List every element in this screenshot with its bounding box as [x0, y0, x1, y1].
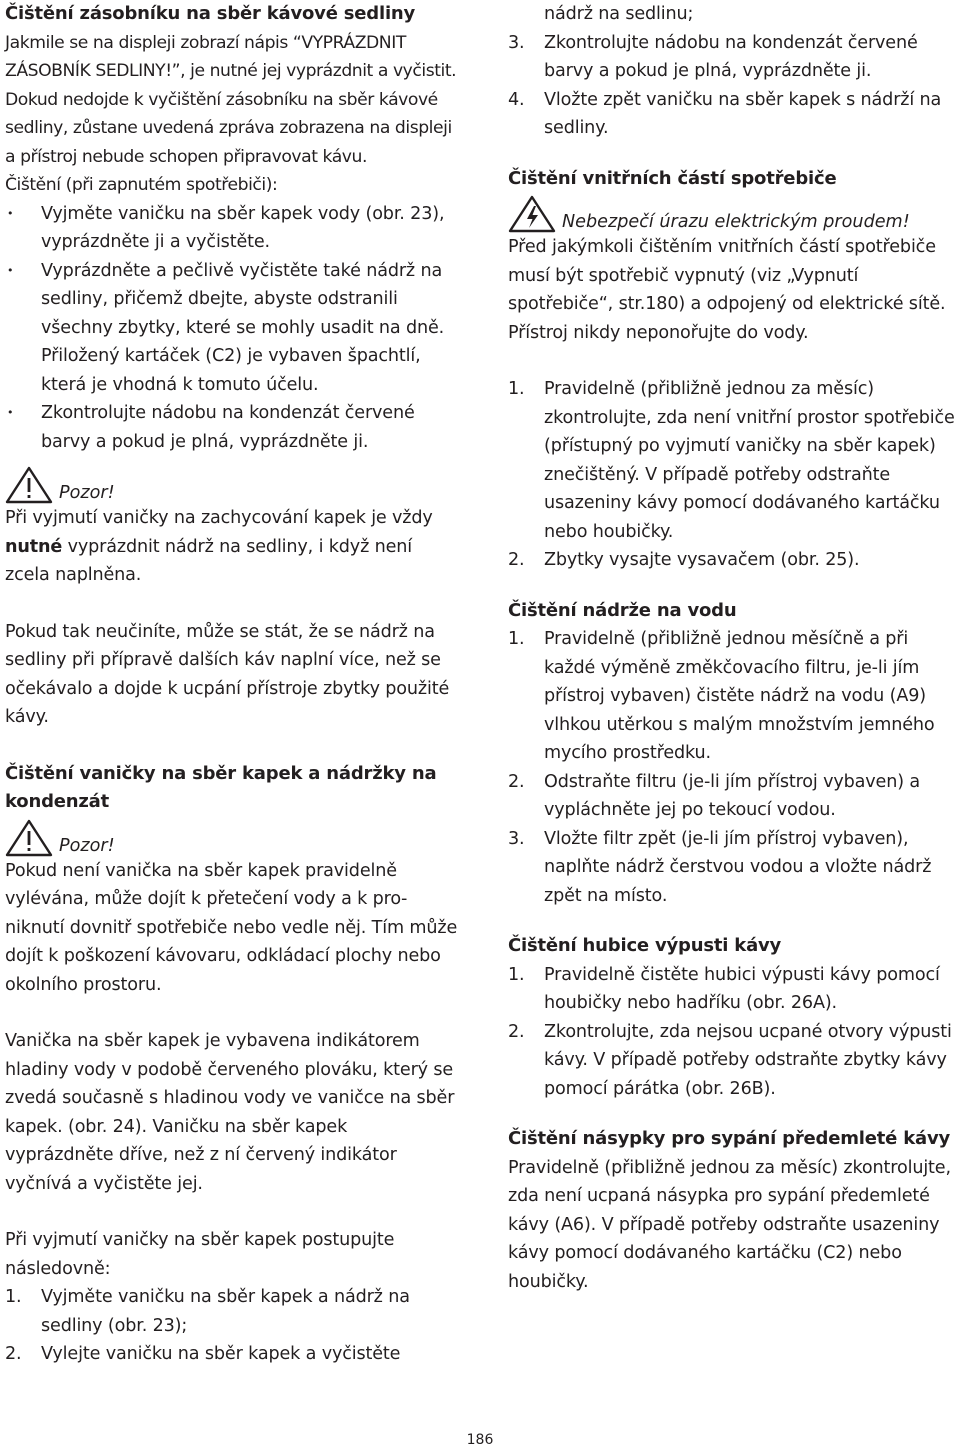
- list-item: [508, 768, 958, 825]
- numbered-list: [508, 961, 958, 1104]
- list-item: [508, 29, 958, 86]
- list-item-text: Zbytky vysajte vysavačem (obr. 25).: [544, 550, 860, 570]
- list-number: 1.: [508, 629, 525, 649]
- warning-block-1: [5, 464, 460, 504]
- list-item-text: Odstraňte filtru (je-li jím přístroj vybaven) a vypláchněte jej po tekoucí vodou.: [544, 771, 921, 820]
- list-item-text: Vyprázdněte a pečlivě vyčistěte také nádrž na sedliny, přičemž dbejte, abyste odstranili všechny zbytky, které se mohly usadit na dně. Přiložený kartáček (C2) je vybaven špachtlí, která je vhodná k tomuto účelu.: [41, 260, 445, 395]
- numbered-list: [5, 1283, 460, 1369]
- list-item-text: Pravidelně čistěte hubici výpusti kávy pomocí houbičky nebo hadříku (obr. 26A).: [544, 964, 940, 1013]
- list-item: [5, 1340, 460, 1369]
- heading-drip-tray: Čištění vaničky na sběr kapek a nádržky na kondenzát: [5, 762, 437, 812]
- danger-block: [508, 193, 958, 233]
- warning-title: Pozor!: [59, 483, 115, 503]
- paragraph-funnel: Pravidelně (přibližně jednou za měsíc) zkontrolujte, zda není ucpaná násypka pro sypání předemleté kávy (A6). V případě potřeby odstraňte usazeniny kávy pomocí dodávaného kartáčku (C2) nebo houbičky.: [508, 1157, 951, 1292]
- warning-text: Při vyjmutí vaničky na zachycování kapek je vždy nutné vyprázdnit nádrž na sedliny, i když není zcela naplněna.: [5, 508, 433, 585]
- bullet-mark: •: [7, 206, 14, 220]
- warning-text: Pokud není vanička na sběr kapek pravidelně vylévána, může dojít k přetečení vody a k proniknutí dovnitř spotřebiče nebo vedle něj. Tím může dojít k poškození kávovaru, odkládací plochy nebo okolního prostoru.: [5, 860, 458, 995]
- bullet-list: [5, 200, 460, 457]
- heading-coffee-spout: Čištění hubice výpusti kávy: [508, 935, 782, 956]
- bullet-mark: •: [7, 263, 14, 277]
- list-item-text: Vyjměte vaničku na sběr kapek a nádrž na sedliny (obr. 23);: [41, 1287, 410, 1336]
- list-item: [508, 961, 958, 1018]
- numbered-list: [508, 375, 958, 575]
- warning-icon: [5, 819, 53, 857]
- list-number: 2.: [508, 550, 525, 570]
- list-item-text: nádrž na sedlinu;: [544, 4, 694, 24]
- list-item-text: Zkontrolujte nádobu na kondenzát červené barvy a pokud je plná, vyprázdněte ji.: [544, 32, 918, 81]
- list-number: 3.: [508, 32, 525, 53]
- warning-icon: [5, 466, 53, 504]
- list-number: 3.: [508, 828, 525, 849]
- list-item: [508, 1018, 958, 1104]
- heading-grounds-container: Čištění zásobníku na sběr kávové sedliny: [5, 3, 416, 24]
- list-item-text: Pravidelně (přibližně jednou měsíčně a při každé výměně změkčovacího filtru, je-li jím přístroj vybaven) čistěte nádrž na vodu (A9) vlhkou utěrkou s malým množstvím jemného mycího prostředku.: [544, 629, 935, 763]
- list-item-text: Zkontrolujte, zda nejsou ucpané otvory výpusti kávy. V případě potřeby odstraňte zbytky kávy pomocí párátka (obr. 26B).: [544, 1021, 952, 1099]
- heading-water-tank: Čištění nádrže na vodu: [508, 599, 737, 621]
- list-item-text: Vylejte vaničku na sběr kapek a vyčistěte: [41, 1344, 401, 1364]
- list-item-text: Vložte filtr zpět (je-li jím přístroj vybaven), naplňte nádrž čerstvou vodou a vložte nádrž zpět na místo.: [544, 828, 932, 906]
- paragraph-procedure: Při vyjmutí vaničky na sběr kapek postupujte následovně:: [5, 1230, 395, 1279]
- bullet-mark: •: [7, 406, 14, 419]
- list-item: [508, 825, 958, 911]
- right-column: [508, 0, 958, 1296]
- numbered-list: [508, 29, 958, 143]
- list-number: 1.: [508, 379, 525, 399]
- emphasis-bold: nutné: [5, 536, 63, 557]
- list-item-text: Vložte zpět vaničku na sběr kapek s nádrží na sedliny.: [544, 89, 942, 138]
- list-item-text: Zkontrolujte nádobu na kondenzát červené barvy a pokud je plná, vyprázdněte ji.: [41, 403, 415, 452]
- electric-hazard-icon: [508, 195, 556, 233]
- paragraph-when-on: Čištění (při zapnutém spotřebiči):: [5, 175, 278, 195]
- list-item: [508, 375, 958, 546]
- list-item: [5, 200, 460, 257]
- list-number: 1.: [5, 1287, 22, 1307]
- list-number: 1.: [508, 964, 525, 985]
- list-item: [508, 546, 958, 575]
- list-item: [5, 399, 460, 456]
- warning-title: Pozor!: [59, 835, 115, 856]
- danger-text: Před jakýmkoli čištěním vnitřních částí spotřebiče musí být spotřebič vypnutý (viz „Vypnutí spotřebiče“, str.180) a odpojený od elektrické sítě. Přístroj nikdy neponořujte do vody.: [508, 237, 946, 343]
- list-number: 2.: [508, 771, 525, 792]
- heading-ground-coffee-funnel: Čištění násypky pro sypání předemleté kávy: [508, 1128, 951, 1149]
- list-item-text: Pravidelně (přibližně jednou za měsíc) zkontrolujte, zda není vnitřní prostor spotřebiče (přístupný po vyjmutí vaničky na sběr kapek) znečištěný. V případě potřeby odstraňte usazeniny kávy pomocí dodávaného kartáčku nebo houbičky.: [544, 379, 955, 542]
- warning-block-2: [5, 817, 460, 857]
- paragraph-indicator: Vanička na sběr kapek je vybavena indikátorem hladiny vody v podobě červeného plováku, který se zvedá současně s hladinou vody ve vaničce na sběr kapek. (obr. 24). Vaničku na sběr kapek vyprázdněte dříve, než z ní červený indikátor vyčnívá a vyčistěte jej.: [5, 1031, 455, 1194]
- list-item-continued: [508, 0, 958, 29]
- list-item-text: Vyjměte vaničku na sběr kapek vody (obr. 23), vyprázdněte ji a vyčistěte.: [41, 203, 445, 252]
- list-number: 2.: [508, 1021, 525, 1042]
- list-number: 2.: [5, 1344, 22, 1364]
- numbered-list: [508, 625, 958, 910]
- list-item: [508, 86, 958, 143]
- list-item: [508, 625, 958, 768]
- heading-internal-parts: Čištění vnitřních částí spotřebiče: [508, 167, 837, 189]
- list-number: 4.: [508, 89, 525, 110]
- paragraph-overflow: Pokud tak neučiníte, může se stát, že se nádrž na sedliny při přípravě dalších káv naplní více, než se očekávalo a dojde k ucpání přístroje zbytky použité kávy.: [5, 621, 450, 727]
- left-column: [5, 0, 460, 1369]
- paragraph-grounds-intro: Jakmile se na displeji zobrazí nápis “VYPRÁZDNIT ZÁSOBNÍK SEDLINY!”, je nutné jej vyprázdnit a vyčistit. Dokud nedojde k vyčištění zásobníku na sběr kávové sedliny, zůstane uvedená zpráva zobrazena na displeji a přístroj nebude schopen připravovat kávu.: [5, 32, 457, 167]
- page-number: 186: [466, 1432, 494, 1448]
- list-item: [5, 257, 460, 400]
- danger-title: Nebezpečí úrazu elektrickým proudem!: [562, 212, 910, 232]
- list-item: [5, 1283, 460, 1340]
